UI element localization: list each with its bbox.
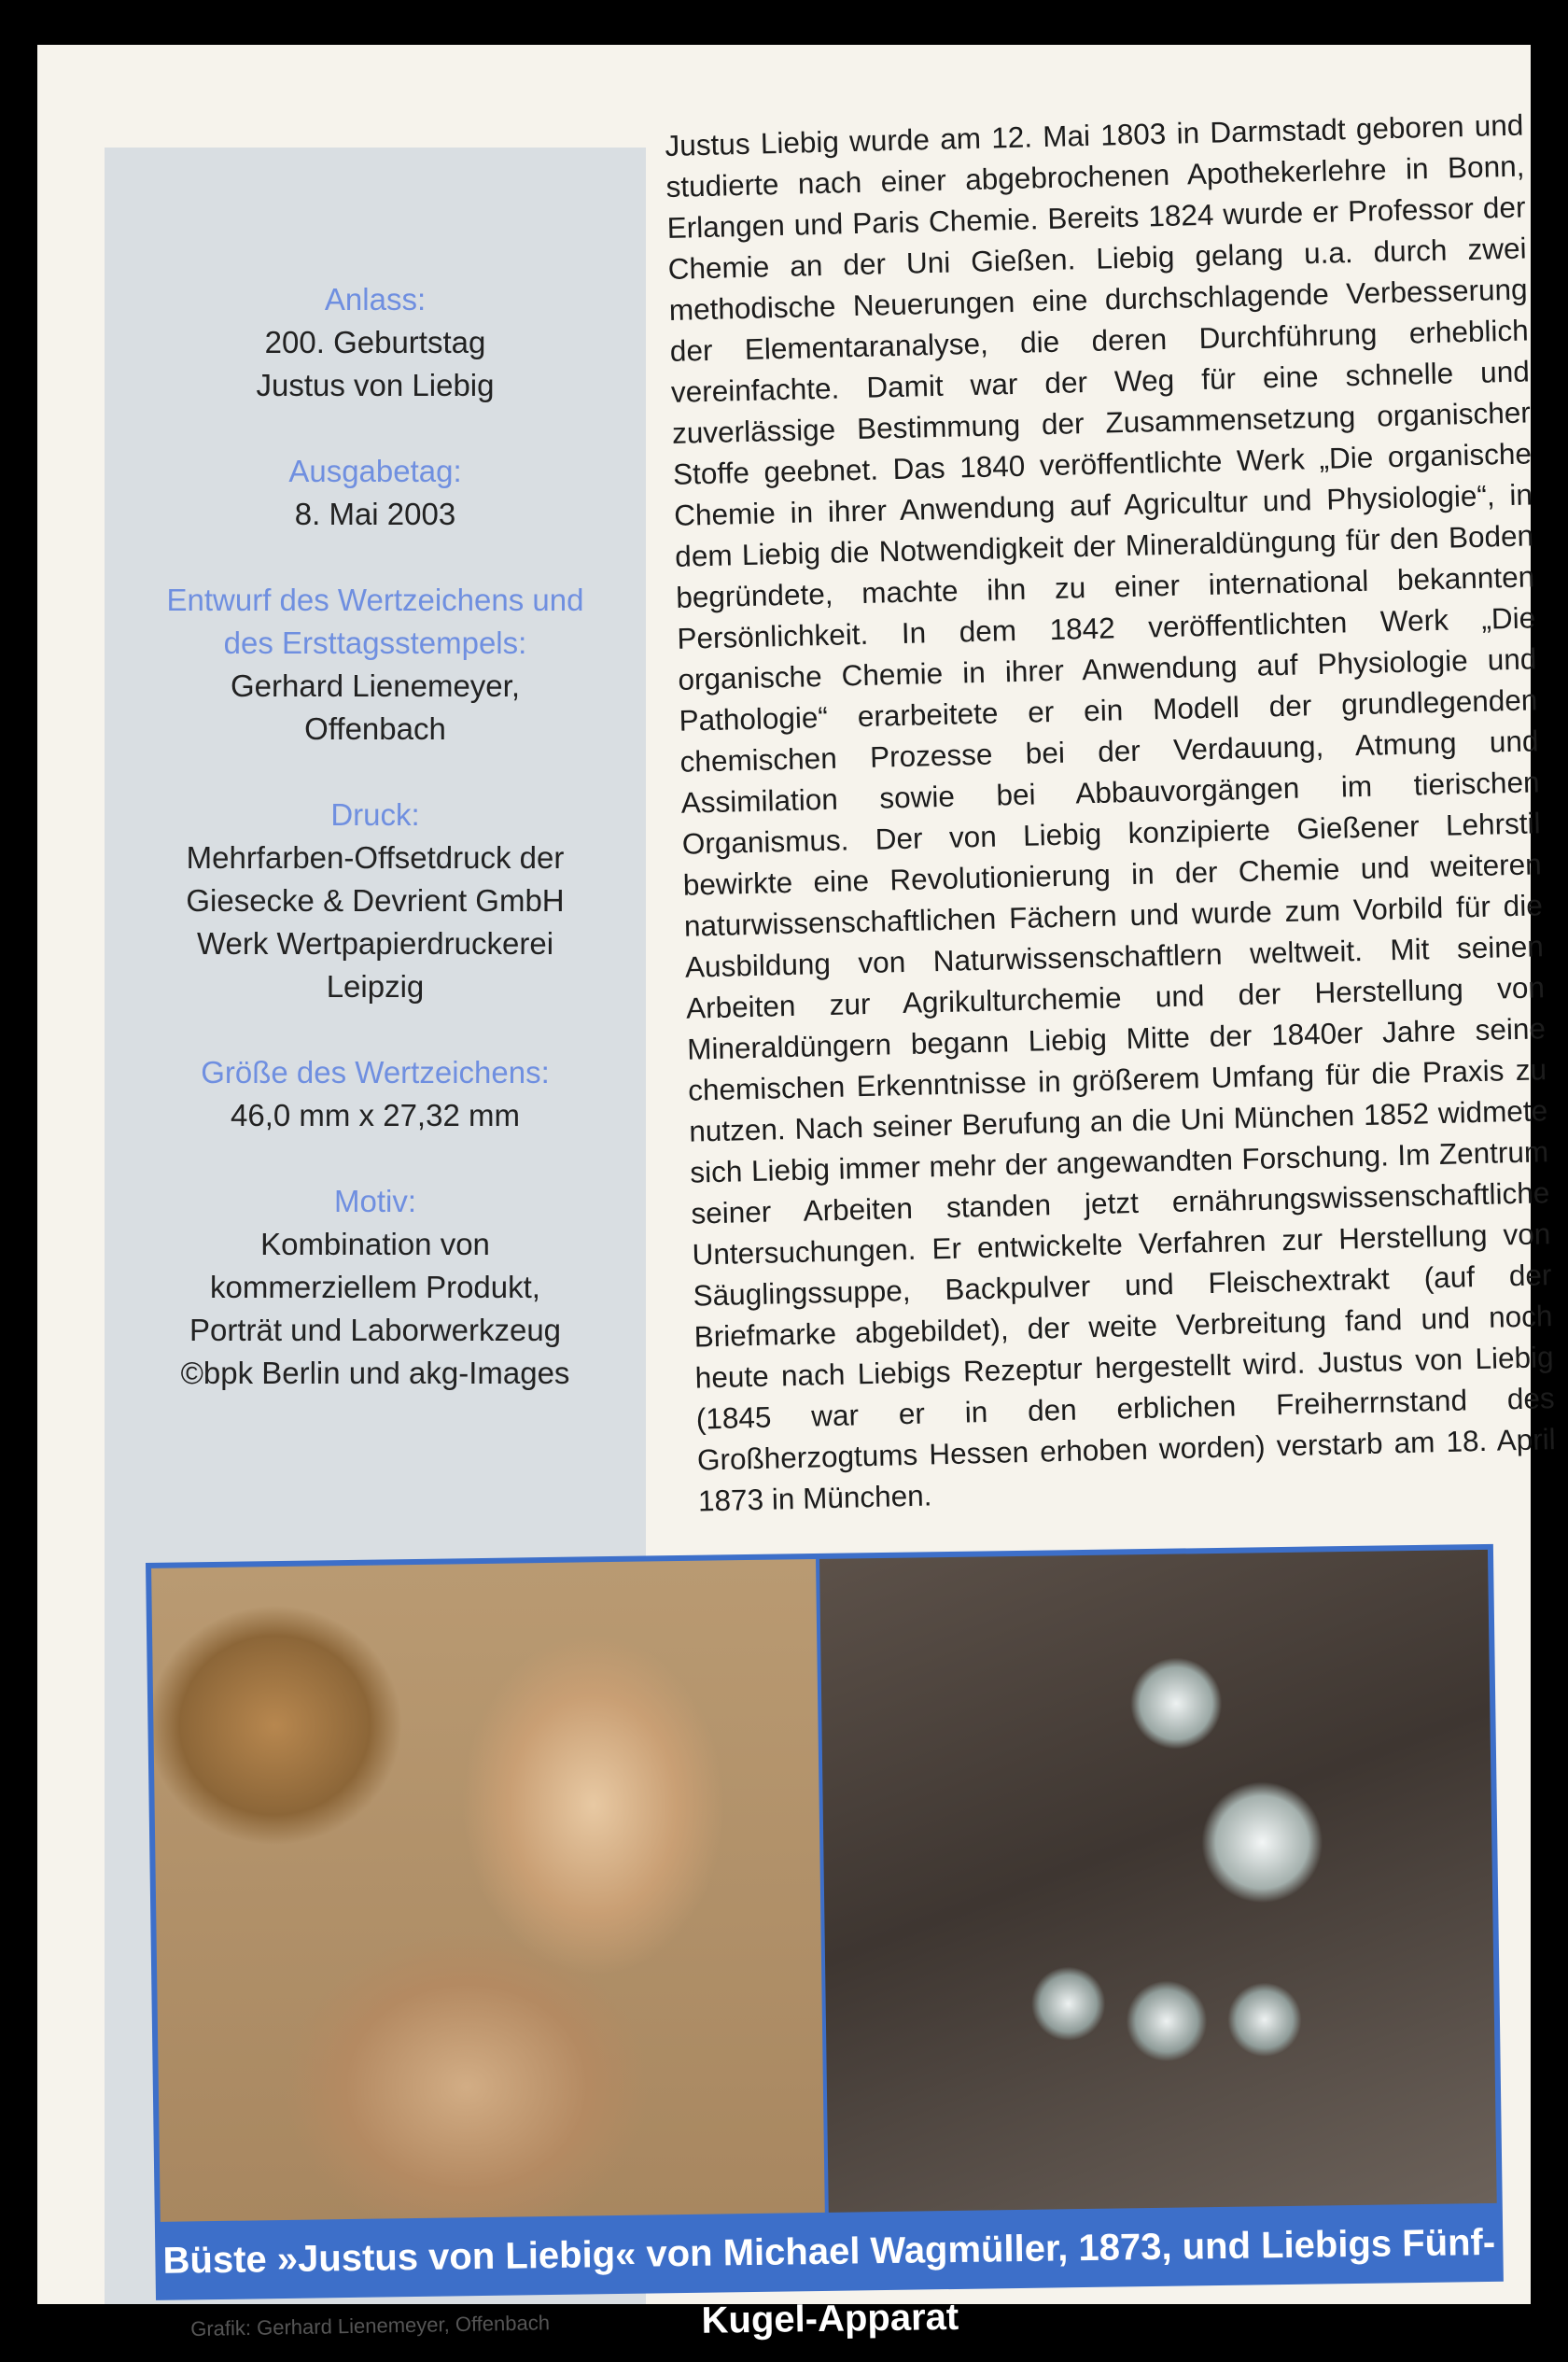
info-value: Offenbach <box>304 711 446 746</box>
info-value: kommerziellem Produkt, <box>210 1270 540 1304</box>
bust-photo <box>151 1559 825 2222</box>
info-label: Größe des Wertzeichens: <box>201 1055 550 1090</box>
info-occasion <box>105 278 646 407</box>
info-label: Anlass: <box>324 282 427 316</box>
info-value: Giesecke & Devrient GmbH <box>186 883 565 918</box>
info-size <box>105 1051 646 1137</box>
info-label: Entwurf des Wertzeichens und des Ersttagsstempels: <box>166 583 584 660</box>
photo-caption: Büste »Justus von Liebig« von Michael Wagmüller, 1873, und Liebigs Fünf-Kugel-Apparat <box>162 2221 1496 2341</box>
graphic-credit: Grafik: Gerhard Lienemeyer, Offenbach <box>190 2311 551 2341</box>
info-list <box>105 278 646 1395</box>
info-value: Mehrfarben-Offsetdruck der <box>186 840 565 875</box>
info-value: Gerhard Lienemeyer, <box>230 668 520 703</box>
info-label: Motiv: <box>333 1184 416 1218</box>
info-value: Werk Wertpapierdruckerei <box>196 926 554 961</box>
info-value: 200. Geburtstag <box>264 325 486 359</box>
info-label: Ausgabetag: <box>288 454 462 488</box>
info-value: 8. Mai 2003 <box>294 497 456 531</box>
info-printing <box>105 794 646 1008</box>
info-motif <box>105 1180 646 1395</box>
info-label: Druck: <box>330 797 420 832</box>
info-issue-date <box>105 450 646 536</box>
info-value: 46,0 mm x 27,32 mm <box>231 1098 520 1132</box>
info-value: Kombination von <box>260 1227 490 1261</box>
five-bulb-apparatus-photo <box>819 1550 1497 2213</box>
info-value: Justus von Liebig <box>256 368 495 402</box>
info-value: Porträt und Laborwerkzeug <box>189 1313 562 1347</box>
biography-text: Justus Liebig wurde am 12. Mai 1803 in Darmstadt geboren und studierte nach einer abgebrochenen Apothekerlehre in Bonn, Erlangen und Paris Chemie. Bereits 1824 wurde er Professor der Chemie an der Uni Gießen. Liebig gelang u.a. durch zwei methodische Neuerungen eine durchschlagende Verbesserung der Elementaranalyse, die deren Durchführung erheblich vereinfachte. Damit war der Weg für eine schnelle und zuverlässige Bestimmung der Zusammensetzung organischer Stoffe geebnet. Das 1840 veröffentlichte Werk „Die organische Chemie in ihrer Anwendung auf Agricultur und Physiologie“, in dem Liebig die Notwendigkeit der Mineraldüngung für den Boden begründete, machte ihn zu einer international bekannten Persönlichkeit. In dem 1842 veröffentlichten Werk „Die organische Chemie in ihrer Anwendung auf Physiologie und Pathologie“ erarbeitete er ein Modell der grundlegenden chemischen Prozesse bei der Verdauung, Atmung und Assimilation sowie bei Abbauvorgängen im tierischen Organismus. Der von Liebig konzipierte Gießener Lehrstil bewirkte eine Revolutionierung in der Chemie und weiteren naturwissenschaftlichen Fächern und wurde zum Vorbild für die Ausbildung von Naturwissenschaftlern weltweit. Mit seinen Arbeiten zur Agrikulturchemie und der Herstellung von Mineraldüngern begann Liebig Mitte der 1840er Jahre seine chemischen Erkenntnisse in größerem Umfang für die Praxis zu nutzen. Nach seiner Berufung an die Uni München 1852 widmete sich Liebig immer mehr der angewandten Forschung. Im Zentrum seiner Arbeiten standen jetzt ernährungswissenschaftliche Untersuchungen. Er entwickelte Verfahren zur Herstellung von Säuglingssuppe, Backpulver und Fleischextrakt (auf der Briefmarke abgebildet), der weite Verbreitung fand und noch heute nach Liebigs Rezeptur hergestellt wird. Justus von Liebig (1845 war er in den erblichen Freiherrnstand des Großherzogtums Hessen erhoben worden) verstarb am 18. April 1873 in München. <box>665 107 1557 1518</box>
info-value: Leipzig <box>326 969 425 1004</box>
document-page <box>37 45 1557 2341</box>
info-value: ©bpk Berlin und akg-Images <box>180 1356 570 1390</box>
info-design <box>105 579 646 751</box>
